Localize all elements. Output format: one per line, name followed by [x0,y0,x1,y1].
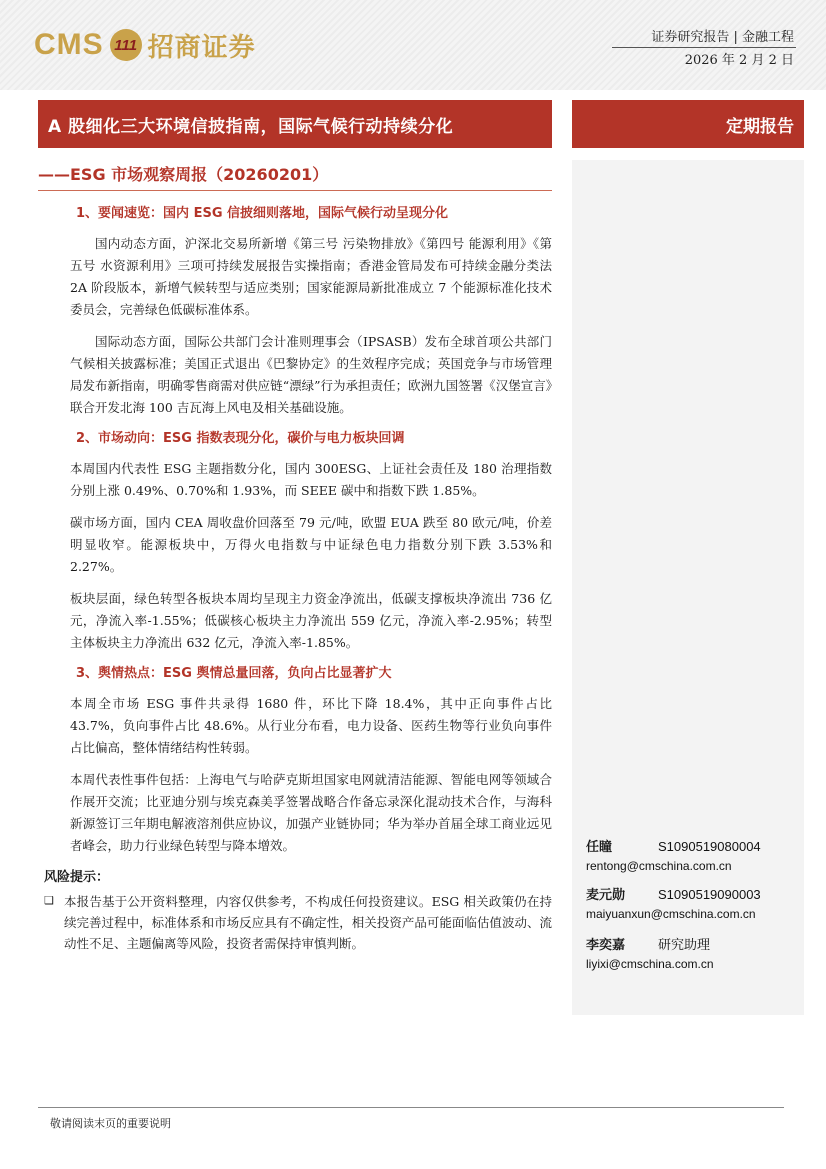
section-1-paragraph-1: 国内动态方面，沪深北交易所新增《第三号 污染物排放》《第四号 能源利用》《第五号 水资源利用》三项可持续发展报告实操指南；香港金管局发布可持续金融分类法 2A 阶段版本，新增气候转型与适应类别；国家能源局新批准成立 7 个能源标准化技术委员会，完善绿色低碳标准体系。 [70,236,552,317]
risk-notice [44,866,552,954]
logo-company-name: 招商证券 [147,32,256,63]
footer-divider [38,1107,784,1108]
analyst-license-id: S1090519080004 [658,839,761,854]
risk-title: 风险提示： [44,870,110,885]
analyst-card-3 [586,934,796,971]
analyst-card-1 [586,836,796,873]
report-subtitle: ——ESG 市场观察周报（20260201） [38,165,329,184]
section-1-paragraph-2: 国际动态方面，国际公共部门会计准则理事会（IPSASB）发布全球首项公共部门气候相关披露标准；美国正式退出《巴黎协定》的生效程序完成；英国竞争与市场管理局发布新指南，明确零售商需对供应链“漂绿”行为承担责任；欧洲九国签署《汉堡宣言》联合开发北海 100 吉瓦海上风电及相关基础设施。 [70,334,552,415]
analyst-email[interactable]: liyixi@cmschina.com.cn [586,957,714,971]
report-title: A 股细化三大环境信披指南，国际气候行动持续分化 [48,116,454,137]
report-date: 2026 年 2 月 2 日 [684,53,794,68]
main-content [70,204,552,867]
analyst-email[interactable]: rentong@cmschina.com.cn [586,859,732,873]
analyst-card-2 [586,884,796,921]
title-banner [38,100,552,148]
footer-disclaimer: 敬请阅读末页的重要说明 [50,1117,171,1130]
analyst-license-id: S1090519090003 [658,887,761,902]
analyst-name: 李奕嘉 [586,938,626,953]
header-divider [612,47,796,48]
section-3-paragraph-1: 本周全市场 ESG 事件共录得 1680 件，环比下降 18.4%，其中正向事件占比 43.7%，负向事件占比 48.6%。从行业分布看，电力设备、医药生物等行业负向事件占比偏高，整体情绪结构性转弱。 [70,696,552,755]
section-heading-2: 2、市场动向：ESG 指数表现分化，碳价与电力板块回调 [76,431,405,446]
section-2-paragraph-1: 本周国内代表性 ESG 主题指数分化，国内 300ESG、上证社会责任及 180 治理指数分别上涨 0.49%、0.70%和 1.93%，而 SEEE 碳中和指数下跌 1.85%。 [70,461,552,498]
section-2-paragraph-2: 碳市场方面，国内 CEA 周收盘价回落至 79 元/吨，欧盟 EUA 跌至 80 欧元/吨，价差明显收窄。能源板块中，万得火电指数与中证绿色电力指数分别下跌 3.53%和 2.27%。 [70,515,552,574]
analyst-email[interactable]: maiyuanxun@cmschina.com.cn [586,907,756,921]
analyst-name: 任瞳 [586,840,613,855]
report-type-label: 定期报告 [726,116,794,137]
report-type-banner [572,100,804,148]
logo-emblem-icon: 111 [110,29,142,61]
report-kind: 证券研究报告 | 金融工程 [651,30,794,45]
section-2-paragraph-3: 板块层面，绿色转型各板块本周均呈现主力资金净流出，低碳支撑板块净流出 736 亿元，净流入率-1.55%；低碳核心板块主力净流出 559 亿元，净流入率-2.95%；转型主体板块主力净流出 632 亿元，净流入率-1.85%。 [70,591,552,650]
section-heading-3: 3、舆情热点：ESG 舆情总量回落，负向占比显著扩大 [76,666,392,681]
section-3-paragraph-2: 本周代表性事件包括：上海电气与哈萨克斯坦国家电网就清洁能源、智能电网等领域合作展开交流；比亚迪分别与埃克森美孚签署战略合作备忘录深化混动技术合作，与海科新源签订三年期电解液溶剂供应协议，加强产业链协同；华为举办首届全球工商业远见者峰会，助力行业绿色转型与降本增效。 [70,772,552,853]
risk-item [44,891,552,954]
subtitle-divider [38,190,552,191]
analyst-role: 研究助理 [658,938,711,953]
hollow-square-bullet-icon: ❑ [44,894,54,907]
risk-text: 本报告基于公开资料整理，内容仅供参考，不构成任何投资建议。ESG 相关政策仍在持续完善过程中，标准体系和市场反应具有不确定性，相关投资产品可能面临估值波动、流动性不足、主题偏离等风险，投资者需保持审慎判断。 [64,894,552,951]
logo-cms-text: CMS [34,28,104,61]
analyst-name: 麦元勋 [586,888,626,903]
cms-logo [34,22,256,68]
header-meta [651,26,794,72]
section-heading-1: 1、要闻速览：国内 ESG 信披细则落地，国际气候行动呈现分化 [76,206,449,221]
